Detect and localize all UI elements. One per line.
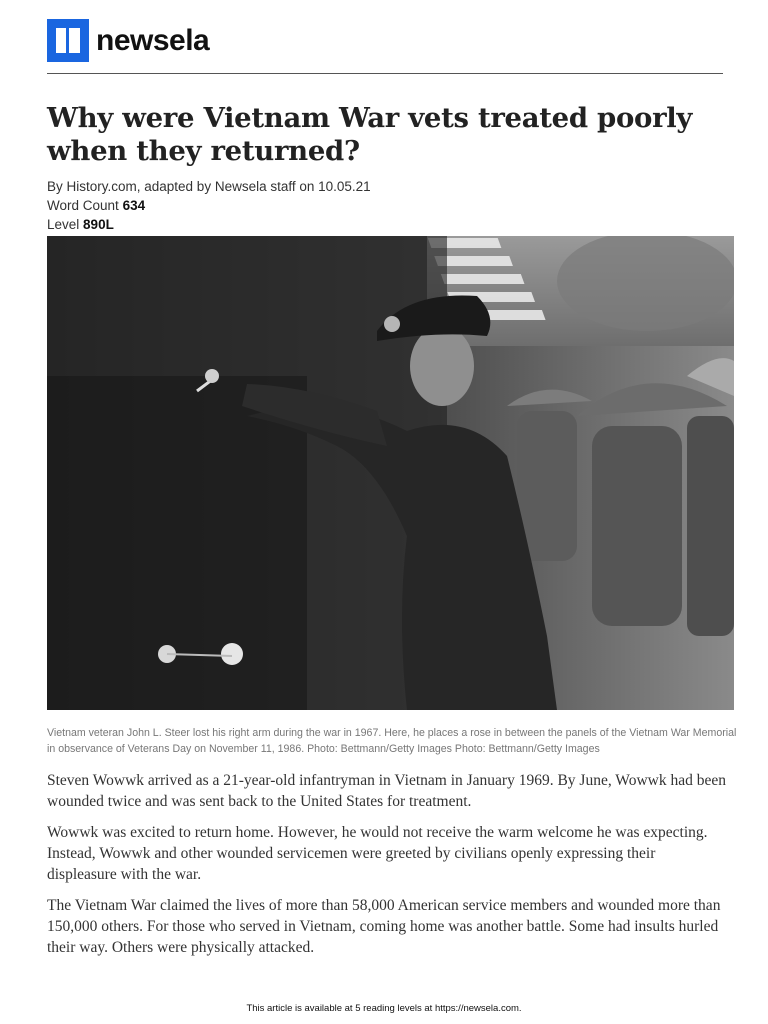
paragraph: The Vietnam War claimed the lives of more than 58,000 American service members and wounded more than 150,000 others. For those who served in Vietnam, coming home was another battle. Some had insults hurled their way. Others were physically attacked. (47, 897, 721, 956)
article-photo (47, 236, 734, 710)
paragraph: Steven Wowwk arrived as a 21-year-old infantryman in Vietnam in January 1969. By June, Wowwk had been wounded twice and was sent back to the United States for treatment. (47, 772, 726, 810)
photo-caption: Vietnam veteran John L. Steer lost his right arm during the war in 1967. Here, he places a rose in between the panels of the Vietnam War Memorial in observance of Veterans Day on November 11, 1986. Photo: Bettmann/Getty Images Photo: Bettmann/Getty Images (47, 727, 737, 755)
page-footer: This article is available at 5 reading levels at https://newsela.com. (246, 1003, 522, 1014)
article-body (47, 770, 727, 968)
byline: By History.com, adapted by Newsela staff on 10.05.21 (47, 179, 371, 194)
word-count-value: 634 (122, 198, 146, 213)
reading-level: Level 890L (47, 217, 114, 232)
header-divider (47, 73, 723, 74)
article-meta (47, 177, 371, 234)
reading-level-value: 890L (83, 217, 114, 232)
article-title: Why were Vietnam War vets treated poorly when they returned? (47, 102, 693, 167)
paragraph: Wowwk was excited to return home. However, he would not receive the warm welcome he was expecting. Instead, Wowwk and other wounded servicemen were greeted by civilians openly expressing their displeasure with the war. (47, 824, 708, 883)
word-count: Word Count 634 (47, 198, 146, 213)
newsela-logo-icon[interactable] (47, 19, 89, 62)
site-header (47, 19, 209, 62)
brand-wordmark[interactable]: newsela (96, 24, 210, 57)
